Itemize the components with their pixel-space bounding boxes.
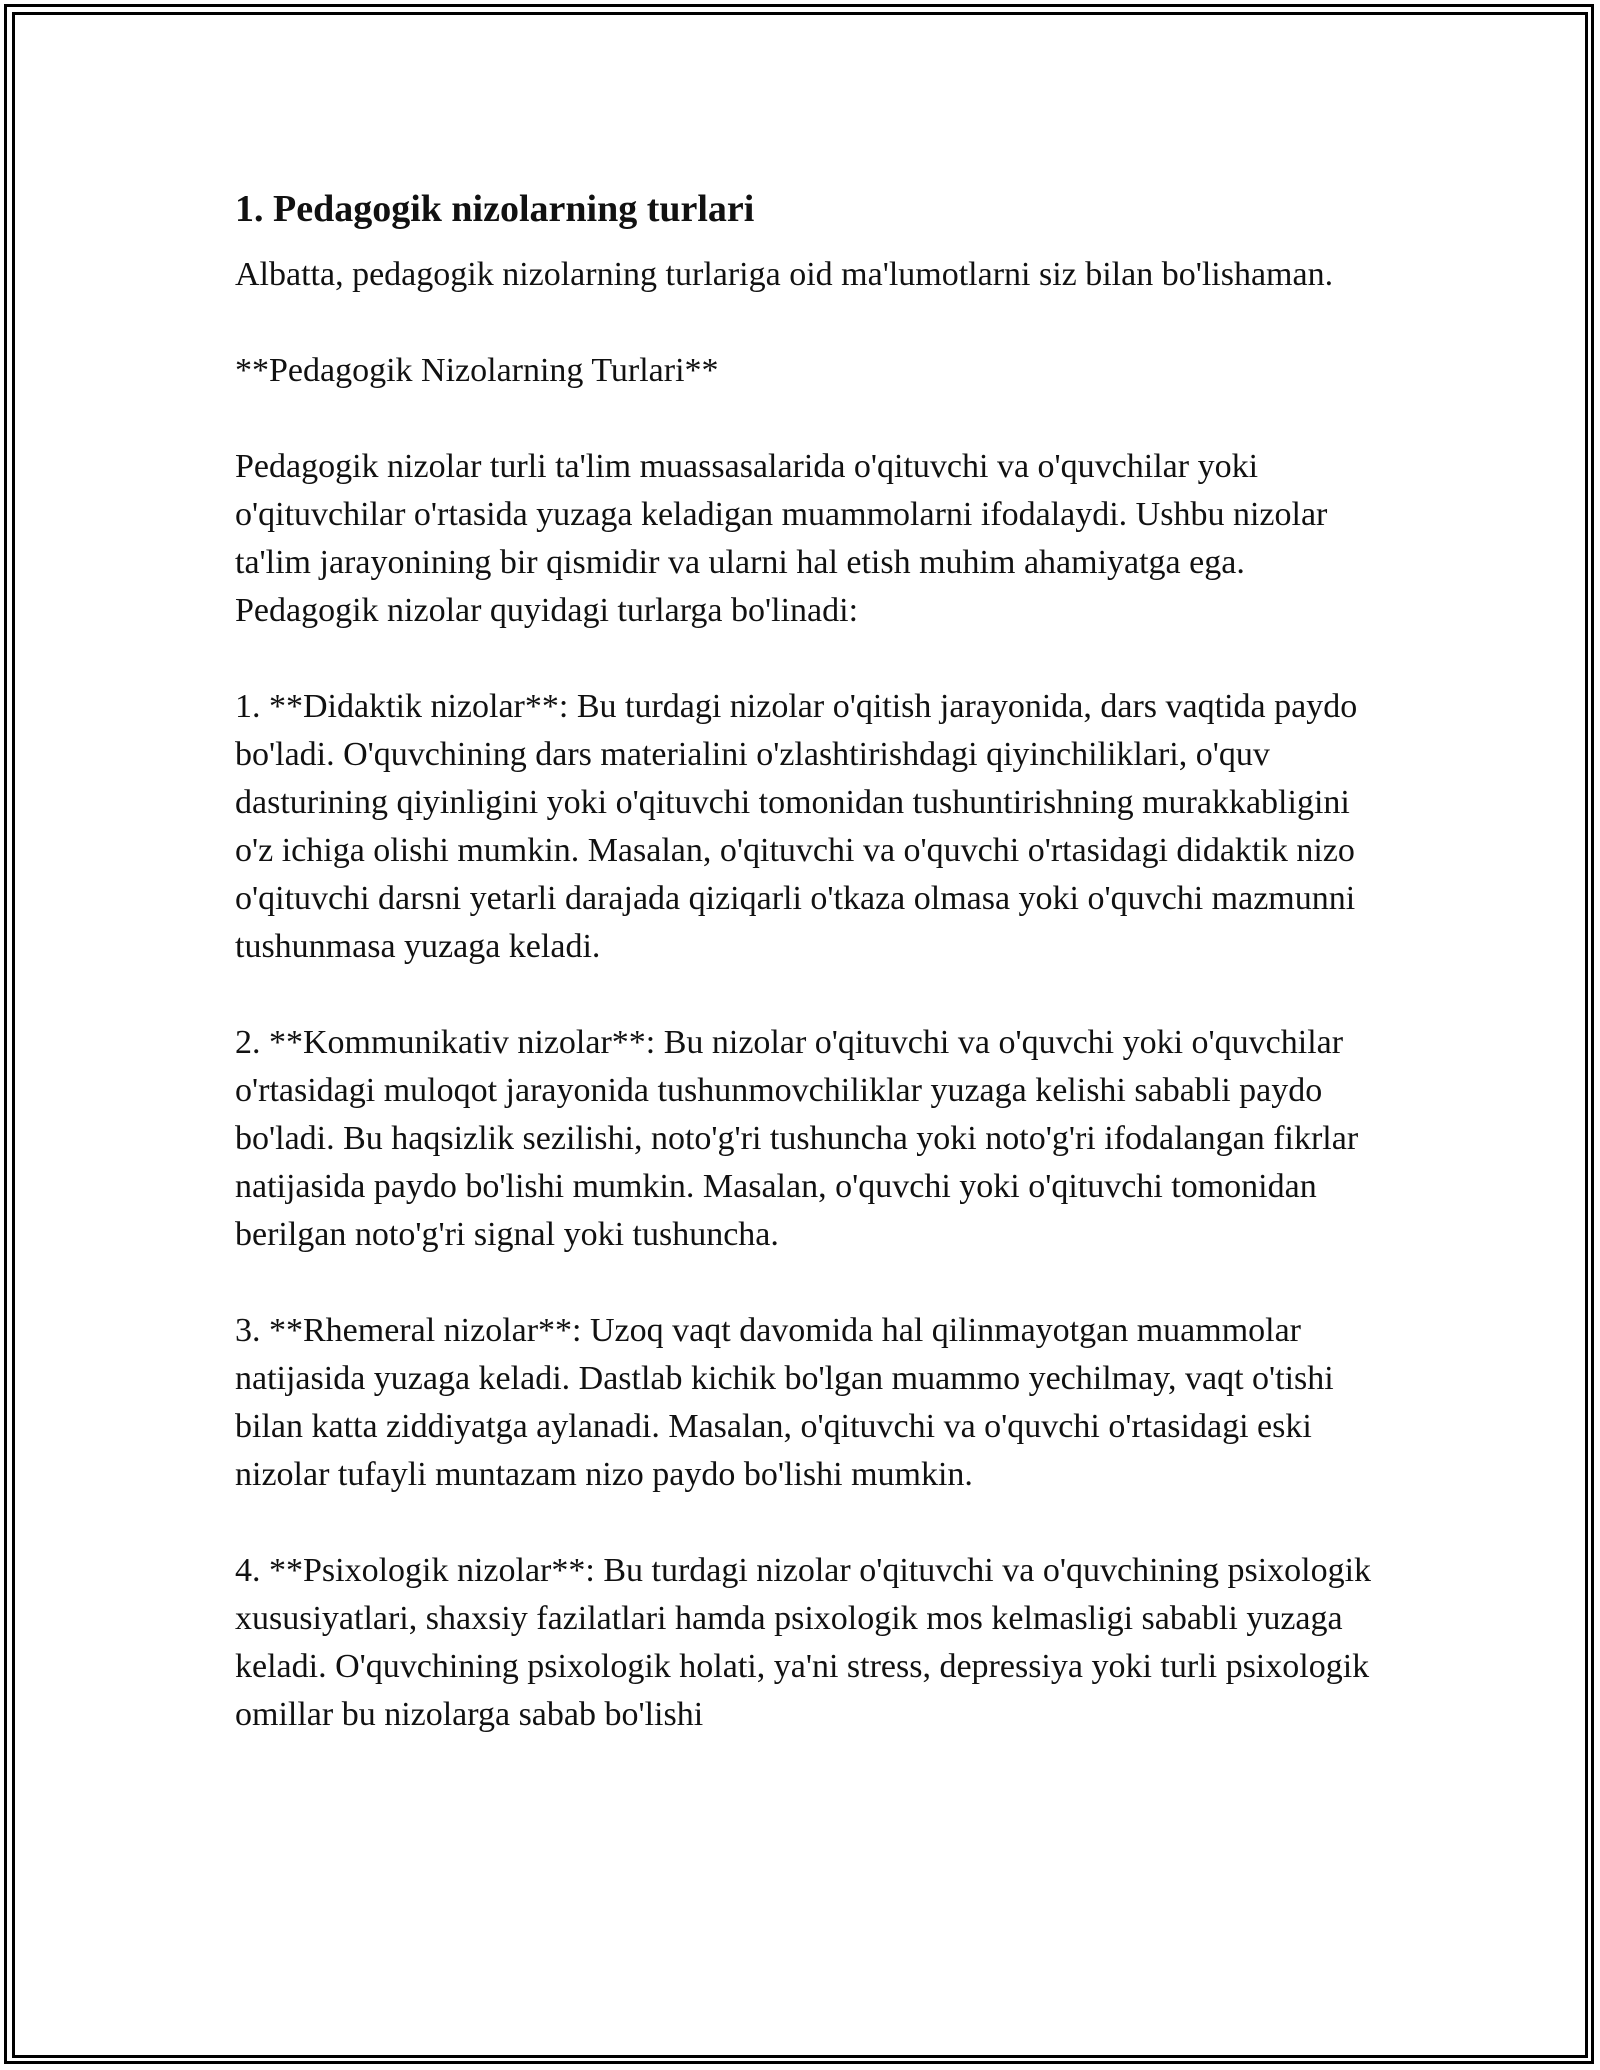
paragraph-intro: Albatta, pedagogik nizolarning turlariga oid ma'lumotlarni siz bilan bo'lishaman. xyxy=(235,256,1334,293)
document-body xyxy=(235,185,1375,1787)
paragraph-subheading: **Pedagogik Nizolarning Turlari** xyxy=(235,352,719,389)
paragraph-psychological: 4. **Psixologik nizolar**: Bu turdagi nizolar o'qituvchi va o'quvchining psixologik xususiyatlari, shaxsiy fazilatlari hamda psixologik mos kelmasligi sababli yuzaga keladi. O'quvchining psixologik holati, ya'ni stress, depressiya yoki turli psixologik omillar bu nizolarga sabab bo'lishi xyxy=(235,1552,1372,1733)
paragraph-communicative: 2. **Kommunikativ nizolar**: Bu nizolar o'qituvchi va o'quvchi yoki o'quvchilar o'rtasidagi muloqot jarayonida tushunmovchiliklar yuzaga kelishi sababli paydo bo'ladi. Bu haqsizlik sezilishi, noto'g'ri tushuncha yoki noto'g'ri ifodalangan fikrlar natijasida paydo bo'lishi mumkin. Masalan, o'quvchi yoki o'qituvchi tomonidan berilgan noto'g'ri signal yoki tushuncha. xyxy=(235,1024,1359,1253)
document-title: 1. Pedagogik nizolarning turlari xyxy=(235,188,755,230)
paragraph-didactic: 1. **Didaktik nizolar**: Bu turdagi nizolar o'qitish jarayonida, dars vaqtida paydo bo'ladi. O'quvchining dars materialini o'zlashtirishdagi qiyinchiliklari, o'quv dasturining qiyinligini yoki o'qituvchi tomonidan tushuntirishning murakkabligini o'z ichiga olishi mumkin. Masalan, o'qituvchi va o'quvchi o'rtasidagi didaktik nizo o'qituvchi darsni yetarli darajada qiziqarli o'tkaza olmasa yoki o'quvchi mazmunni tushunmasa yuzaga keladi. xyxy=(235,688,1358,965)
paragraph-overview: Pedagogik nizolar turli ta'lim muassasalarida o'qituvchi va o'quvchilar yoki o'qituvchilar o'rtasida yuzaga keladigan muammolarni ifodalaydi. Ushbu nizolar ta'lim jarayonining bir qismidir va ularni hal etish muhim ahamiyatga ega. Pedagogik nizolar quyidagi turlarga bo'linadi: xyxy=(235,448,1328,629)
paragraph-rhemeral: 3. **Rhemeral nizolar**: Uzoq vaqt davomida hal qilinmayotgan muammolar natijasida yuzaga keladi. Dastlab kichik bo'lgan muammo yechilmay, vaqt o'tishi bilan katta ziddiyatga aylanadi. Masalan, o'qituvchi va o'quvchi o'rtasidagi eski nizolar tufayli muntazam nizo paydo bo'lishi mumkin. xyxy=(235,1312,1334,1493)
